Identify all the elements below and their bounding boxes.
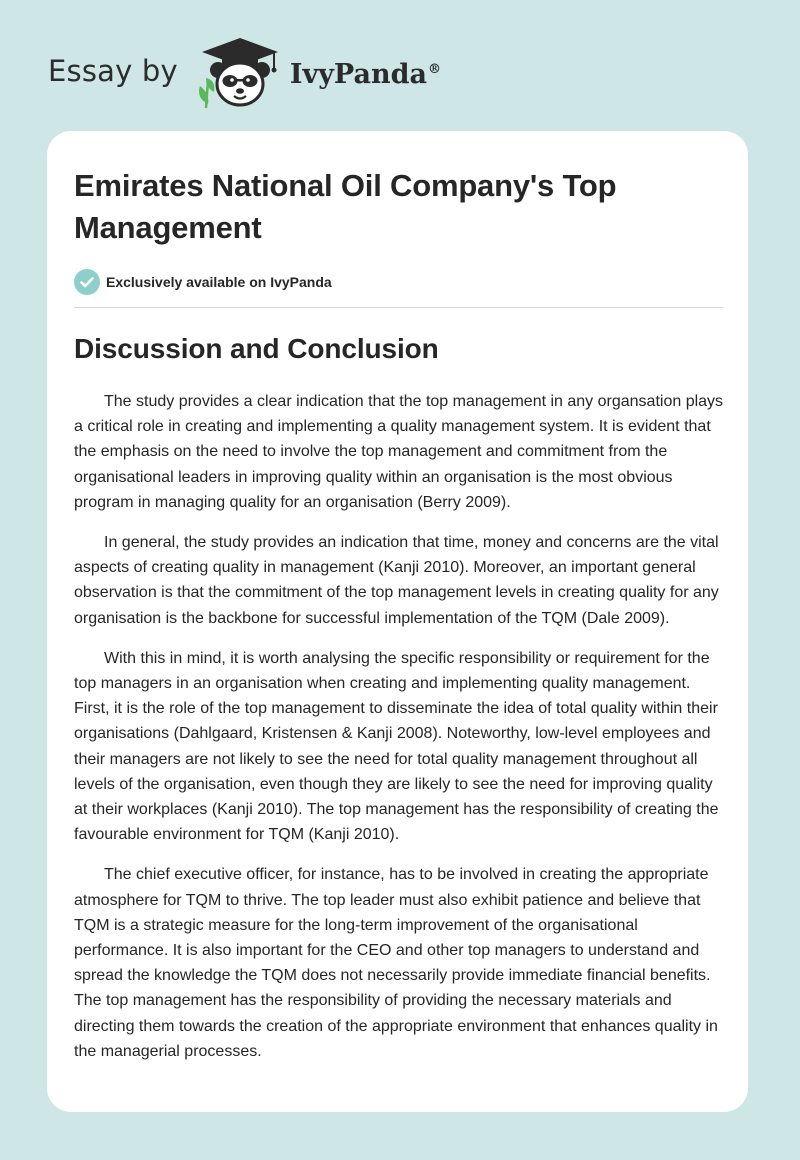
exclusive-label: Exclusively available on IvyPanda	[106, 274, 332, 290]
panda-logo-icon	[194, 34, 286, 110]
brand-name	[290, 59, 441, 90]
registered-mark: ®	[427, 61, 441, 77]
divider	[74, 307, 723, 308]
exclusive-badge	[74, 269, 723, 295]
check-circle-icon	[74, 269, 100, 295]
section-heading: Discussion and Conclusion	[74, 333, 439, 364]
paragraph: In general, the study provides an indication that time, money and concerns are the vital aspects of creating quality in management (Kanji 2010). Moreover, an important general observation is that the commitment of the top management levels in creating quality for any organisation is the backbone for successful implementation of the TQM (Dale 2009).	[74, 534, 719, 627]
paragraph: With this in mind, it is worth analysing the specific responsibility or requirement for the top managers in an organisation when creating and implementing quality management. First, it is the role of the top management to disseminate the idea of total quality within their organisations (Dahlgaard, Kristensen & Kanji 2008). Noteworthy, low-level employees and their managers are not likely to see the need for total quality management throughout all levels of the organisation, even though they are likely to see the need for improving quality at their workplaces (Kanji 2010). The top management has the responsibility of creating the favourable environment for TQM (Kanji 2010).	[74, 649, 719, 844]
page-title: Emirates National Oil Company's Top Management	[74, 168, 617, 245]
brand-header	[48, 34, 441, 110]
article-card	[47, 131, 748, 1112]
brand-name-text: IvyPanda	[289, 58, 427, 90]
paragraph: The chief executive officer, for instance, has to be involved in creating the appropriate atmosphere for TQM to thrive. The top leader must also exhibit patience and believe that TQM is a strategic measure for the long-term improvement of the organisational performance. It is also important for the CEO and other top managers to understand and spread the knowledge the TQM does not necessarily provide immediate financial benefits. The top management has the responsibility of providing the necessary materials and directing them towards the creation of the appropriate environment that enhances quality in the managerial processes.	[74, 866, 718, 1060]
brand-prefix: Essay by	[48, 54, 178, 88]
paragraph: The study provides a clear indication that the top management in any organsation plays a critical role in creating and implementing a quality management system. It is evident that the emphasis on the need to involve the top management and commitment from the organisational leaders in improving quality within an organisation is the most obvious program in managing quality for an organisation (Berry 2009).	[74, 393, 724, 511]
